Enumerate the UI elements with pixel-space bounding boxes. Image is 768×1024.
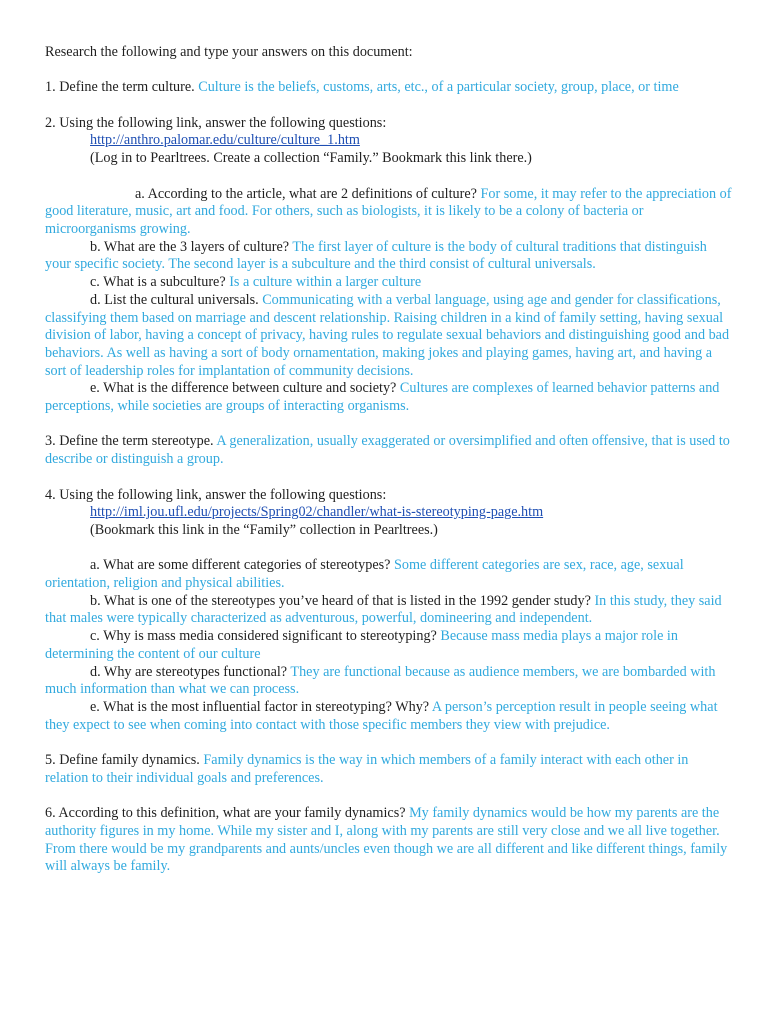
question-2b: b. What are the 3 layers of culture? (90, 238, 290, 255)
section-4b (45, 593, 735, 628)
answer-2d[interactable]: Communicating with a verbal language, using age and gender for classifications, classifying them based on marriage and descent relationship. Raising children in a kind of family setting, having sexual division of labor, having a concept of privacy, having rules to regulate sexual behaviors and distinguishing good and bad behaviors. As well as having a sort of body ornamentation, making jokes and playing games, having art, and having a sort of leadership roles for implantation of community decisions. (45, 291, 730, 379)
stereotyping-link[interactable]: http://iml.jou.ufl.edu/projects/Spring02/chandler/what-is-stereotyping-page.htm (90, 504, 544, 521)
answer-4a[interactable]: Some different categories are sex, race, age, sexual orientation, religion and physical abilities. (45, 557, 684, 591)
answer-4b[interactable]: In this study, they said that males were typically characterized as adventurous, powerful, domineering and independent. (45, 592, 722, 627)
section-3 (45, 433, 735, 468)
section-4a (45, 557, 735, 592)
answer-4d[interactable]: They are functional because as audience members, we are bombarded with much information than what we can process. (45, 663, 716, 698)
question-4a: a. What are some different categories of stereotypes? (90, 557, 391, 574)
section-6 (45, 805, 735, 876)
section-2d (45, 292, 735, 381)
section-4c (45, 628, 735, 663)
question-2c: c. What is a subculture? (90, 274, 226, 291)
section-2c (45, 274, 735, 292)
answer-2e[interactable]: Cultures are complexes of learned behavior patterns and perceptions, while societies are groups of interacting organisms. (45, 380, 720, 415)
document-page (45, 44, 735, 876)
question-4c: c. Why is mass media considered significant to stereotyping? (90, 628, 437, 645)
answer-4c[interactable]: Because mass media plays a major role in determining the content of our culture (45, 628, 678, 662)
section-2a (45, 186, 735, 239)
answer-1[interactable]: Culture is the beliefs, customs, arts, etc., of a particular society, group, place, or time (198, 79, 679, 96)
answer-2a[interactable]: For some, it may refer to the appreciation of good literature, music, art and food. For others, such as biologists, it is likely to be a colony of bacteria or microorganisms growing. (45, 185, 732, 237)
note-2: (Log in to Pearltrees. Create a collection “Family.” Bookmark this link there.) (90, 150, 532, 167)
question-4e: e. What is the most influential factor in stereotyping? Why? (90, 698, 430, 715)
answer-3[interactable]: A generalization, usually exaggerated or oversimplified and often offensive, that is used to describe or distinguish a group. (45, 433, 730, 468)
question-4b: b. What is one of the stereotypes you’ve heard of that is listed in the 1992 gender study? (90, 592, 591, 609)
question-2a: a. According to the article, what are 2 definitions of culture? (135, 185, 477, 202)
answer-2b[interactable]: The first layer of culture is the body of cultural traditions that distinguish your specific society. The second layer is a subculture and the third consist of cultural universals. (45, 238, 707, 273)
answer-5[interactable]: Family dynamics is the way in which members of a family interact with each other in relation to their individual goals and preferences. (45, 752, 689, 786)
question-4: 4. Using the following link, answer the following questions: (45, 486, 387, 503)
section-1 (45, 79, 735, 97)
note-4: (Bookmark this link in the “Family” collection in Pearltrees.) (90, 521, 438, 538)
section-4e (45, 699, 735, 734)
intro-text: Research the following and type your answers on this document: (45, 44, 413, 60)
answer-2c[interactable]: Is a culture within a larger culture (229, 274, 422, 291)
question-6: 6. According to this definition, what are your family dynamics? (45, 805, 406, 822)
question-2: 2. Using the following link, answer the following questions: (45, 114, 387, 131)
question-4d: d. Why are stereotypes functional? (90, 663, 288, 680)
section-2b (45, 239, 735, 274)
question-3: 3. Define the term stereotype. (45, 433, 214, 450)
question-5: 5. Define family dynamics. (45, 752, 200, 769)
section-4d (45, 664, 735, 699)
section-2e (45, 380, 735, 415)
section-5 (45, 752, 735, 787)
question-2e: e. What is the difference between culture and society? (90, 380, 397, 397)
question-2d: d. List the cultural universals. (90, 291, 259, 308)
answer-4e[interactable]: A person’s perception result in people seeing what they expect to see when coming into contact with those specific members they view with prejudice. (45, 698, 718, 733)
question-1: 1. Define the term culture. (45, 79, 195, 96)
culture-link[interactable]: http://anthro.palomar.edu/culture/culture_1.htm (90, 132, 360, 149)
answer-6[interactable]: My family dynamics would be how my parents are the authority figures in my home. While my sister and I, along with my parents are still very close and we all live together. From there would be my grandparents and aunts/uncles even though we are all different and like different things, family will always be family. (45, 805, 728, 875)
